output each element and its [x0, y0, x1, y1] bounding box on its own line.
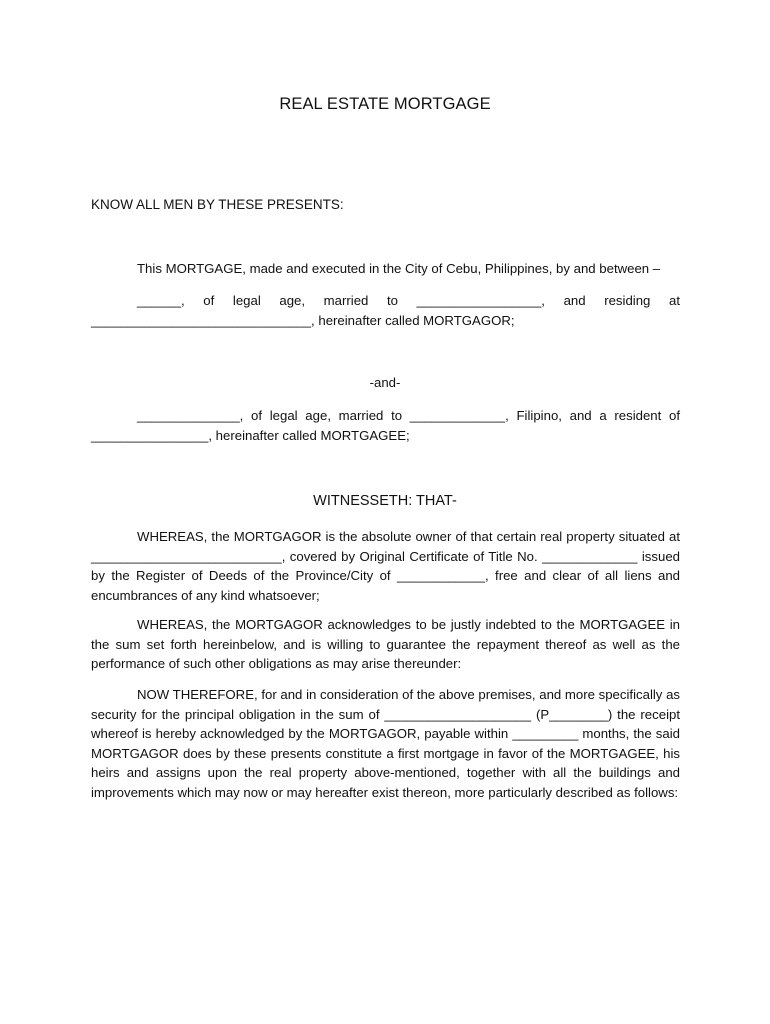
whereas-indebtedness-paragraph: WHEREAS, the MORTGAGOR acknowledges to be justly indebted to the MORTGAGEE in the sum set forth hereinbelow, and is willing to guarantee the repayment thereof as well as the performance of such other obligations as may arise thereunder: — [91, 617, 680, 671]
whereas-ownership-paragraph: WHEREAS, the MORTGAGOR is the absolute owner of that certain real property situated at __________________________, covered by Original Certificate of Title No. _____________ issued by the Register of Deeds of the Province/City of ____________, free and clear of all liens and encumbrances of any kind whatsoever; — [91, 529, 680, 603]
document-title: REAL ESTATE MORTGAGE — [279, 95, 491, 113]
mortgagee-clause: ______________, of legal age, married to _____________, Filipino, and a resident of ________________, hereinafter called MORTGAGEE; — [91, 408, 680, 443]
and-separator: -and- — [369, 375, 401, 390]
witnesseth-heading: WITNESSETH: THAT- — [313, 493, 457, 509]
intro-paragraph: This MORTGAGE, made and executed in the City of Cebu, Philippines, by and between – — [137, 261, 661, 276]
opening-heading: KNOW ALL MEN BY THESE PRESENTS: — [91, 197, 344, 212]
mortgagor-clause: ______, of legal age, married to _________________, and residing at ______________________________, hereinafter called MORTGAGOR; — [91, 293, 680, 328]
now-therefore-paragraph: NOW THEREFORE, for and in consideration of the above premises, and more specifically as security for the principal obligation in the sum of ____________________ (P________) the receipt whereof is hereby acknowledged by the MORTGAGOR, payable within _________ months, the said MORTGAGOR does by these presents constitute a first mortgage in favor of the MORTGAGEE, his heirs and assigns upon the real property above-mentioned, together with all the buildings and improvements which may now or may hereafter exist thereon, more particularly described as follows: — [91, 687, 680, 800]
